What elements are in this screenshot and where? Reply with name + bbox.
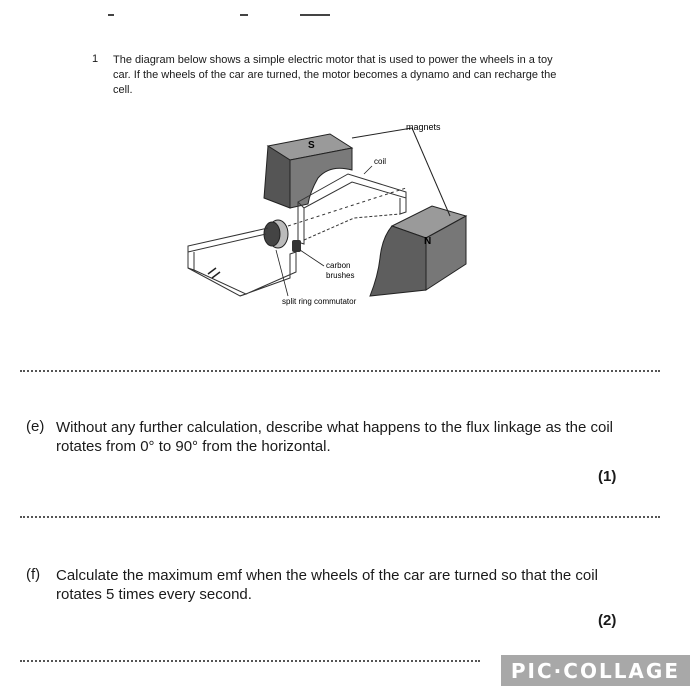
- split-ring-commutator: [264, 220, 301, 252]
- carbon-brushes-label-line1: carbon: [326, 261, 351, 270]
- north-pole-label: N: [424, 236, 432, 247]
- part-e-text: Without any further calculation, describe what happens to the flux linkage as the coil rotates from 0° to 90° from the horizontal.: [56, 419, 613, 455]
- question-intro-text: The diagram below shows a simple electric motor that is used to power the wheels in a toy car. If the wheels of the car are turned, the motor becomes a dynamo and can recharge the cell.: [113, 54, 557, 96]
- cropped-text-fragment: [300, 14, 330, 16]
- answer-line[interactable]: [20, 516, 660, 518]
- north-magnet: [370, 206, 466, 296]
- electric-motor-diagram: [180, 118, 480, 318]
- magnets-label: magnets: [406, 122, 441, 132]
- carbon-brushes-label-line2: brushes: [326, 271, 355, 280]
- commutator-label: split ring commutator: [282, 297, 357, 306]
- part-f-text: Calculate the maximum emf when the wheels of the car are turned so that the coil rotates 5 times every second.: [56, 567, 598, 603]
- cell: [208, 268, 220, 278]
- part-e-letter: (e): [26, 418, 45, 435]
- south-pole-label: S: [308, 140, 315, 151]
- part-f-marks: (2): [598, 612, 617, 629]
- answer-line[interactable]: [20, 370, 660, 372]
- part-f-letter: (f): [26, 566, 41, 583]
- pic-collage-watermark: PIC·COLLAGE: [501, 655, 690, 686]
- question-number: 1: [92, 53, 99, 65]
- coil-label: coil: [374, 157, 387, 166]
- part-e-marks: (1): [598, 468, 617, 485]
- answer-line[interactable]: [20, 660, 480, 662]
- cropped-text-fragment: [240, 14, 248, 16]
- cropped-text-fragment: [108, 14, 114, 16]
